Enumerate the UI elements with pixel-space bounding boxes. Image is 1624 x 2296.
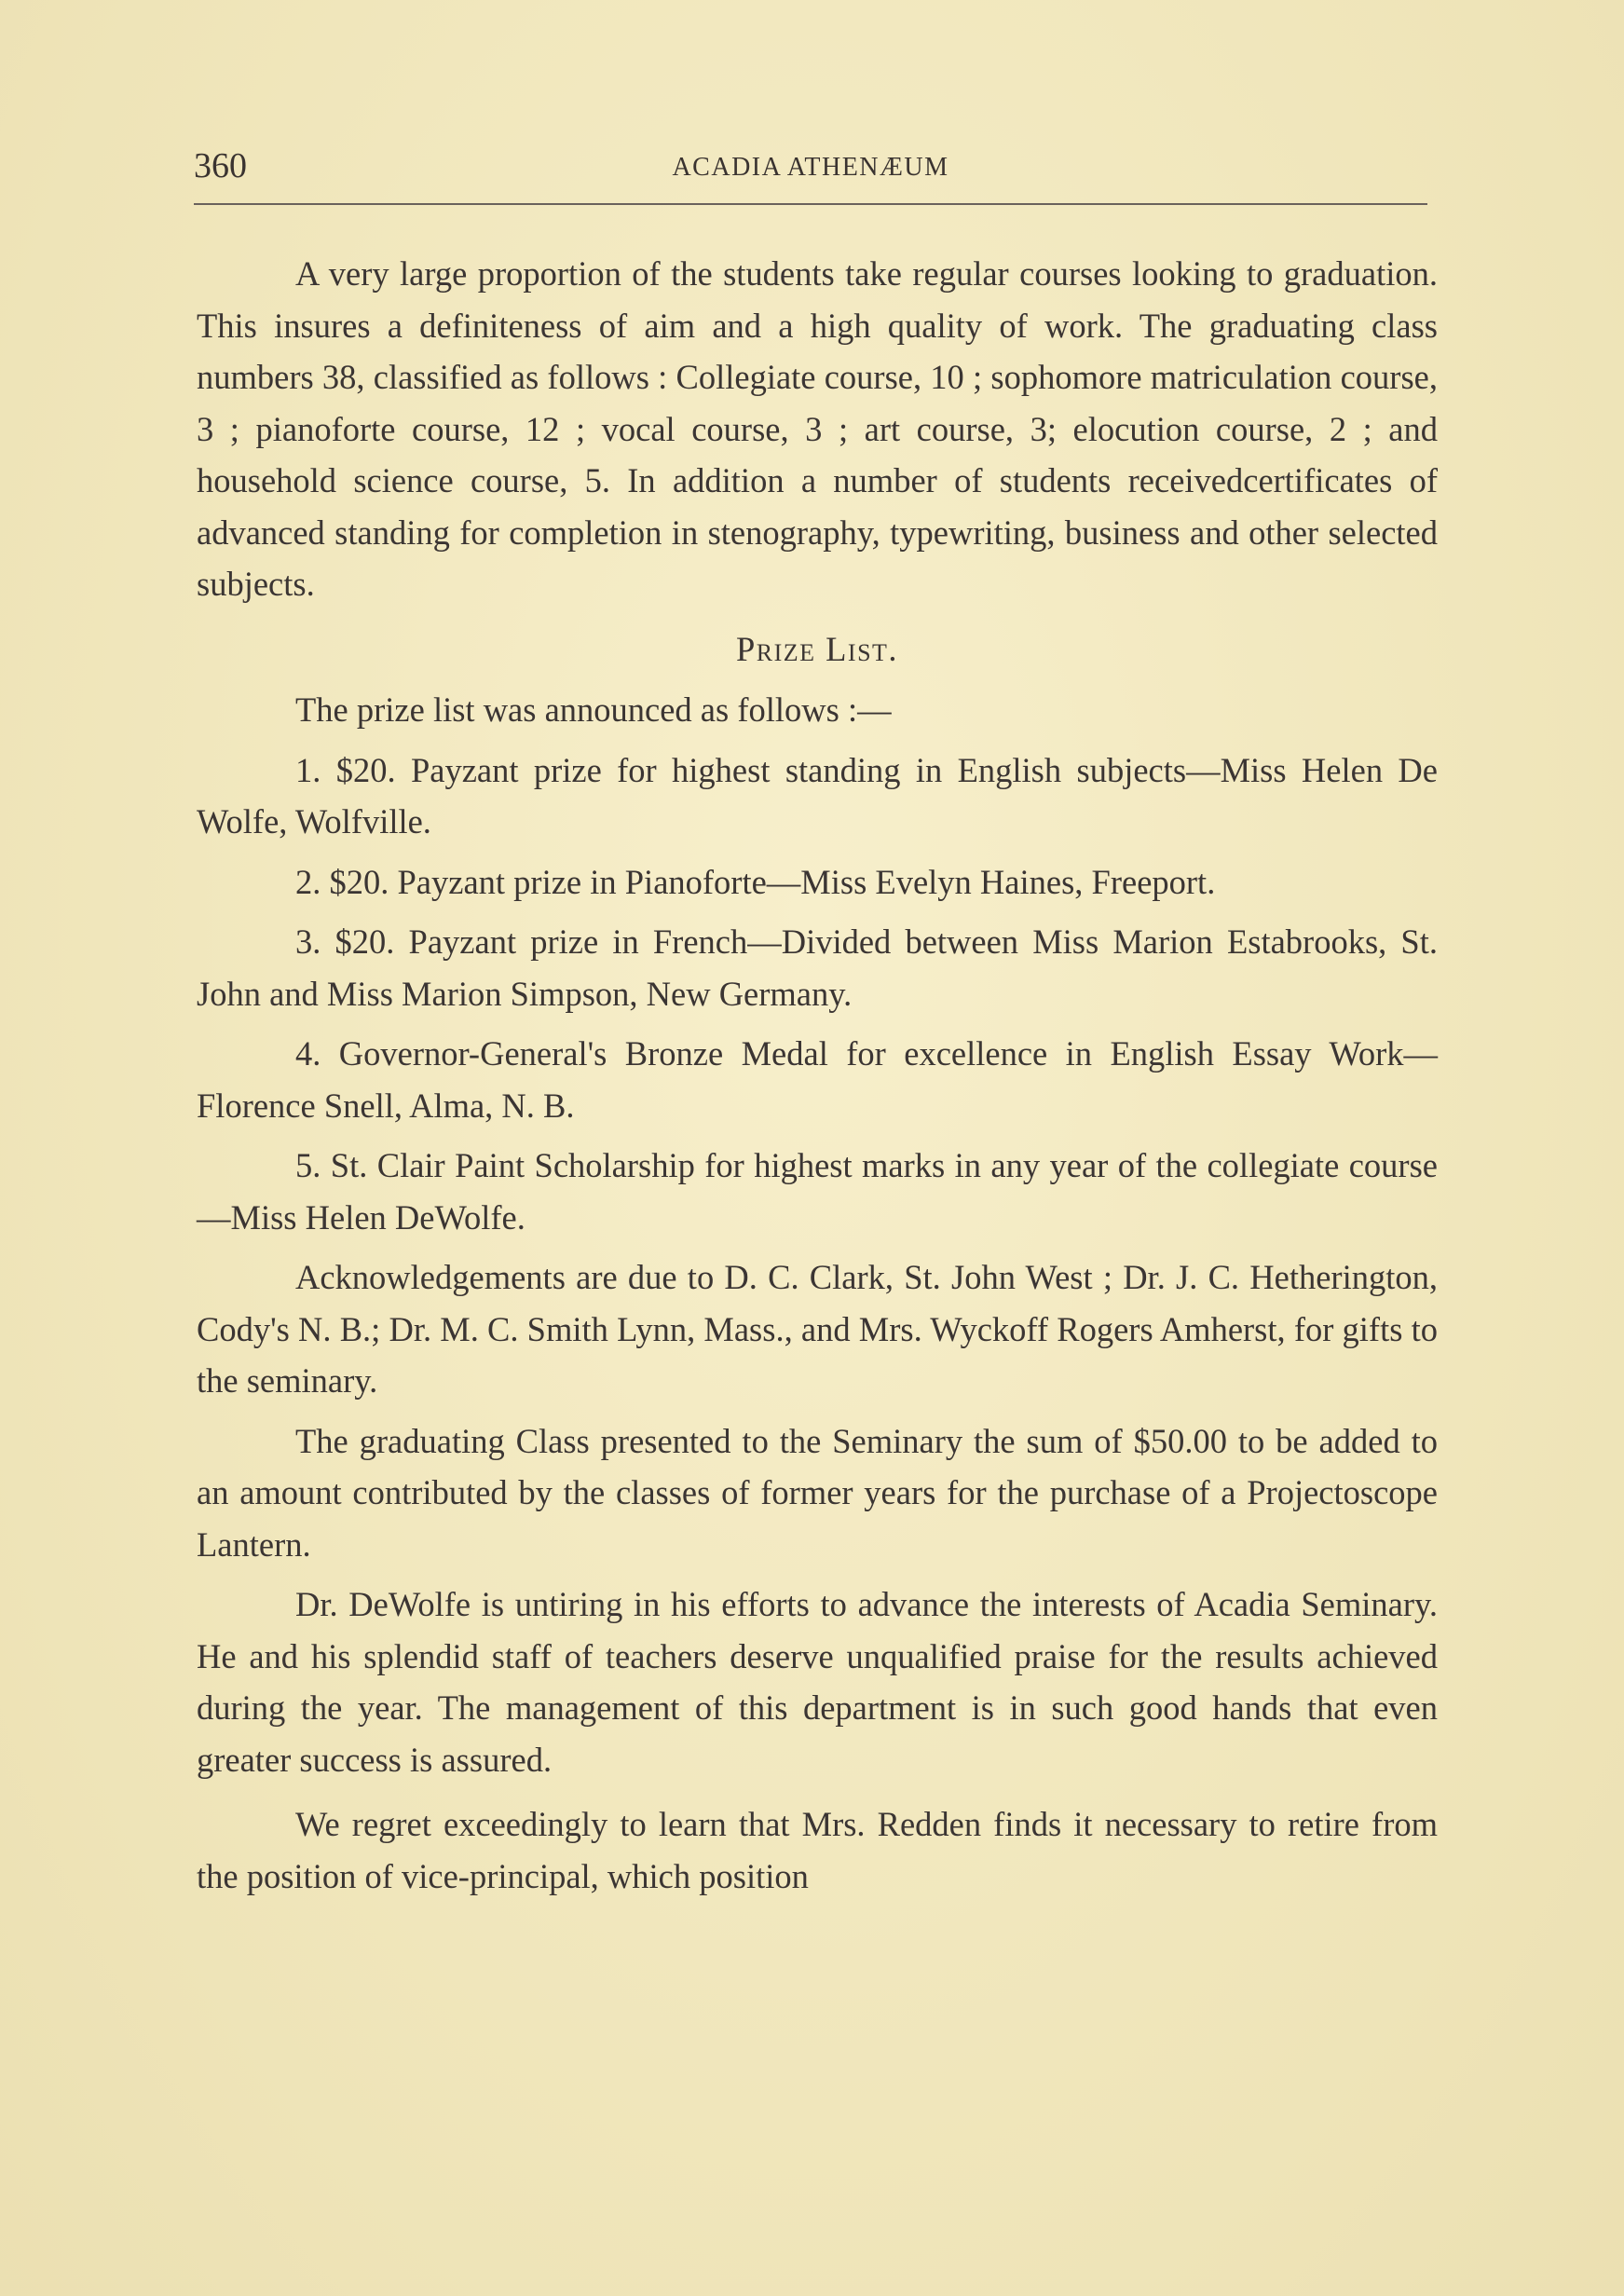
page-header [194, 145, 1427, 201]
prize-item: 5. St. Clair Paint Scholarship for highest marks in any year of the collegiate course—Miss Helen DeWolfe. [197, 1146, 1438, 1237]
page-number: 360 [194, 146, 247, 185]
article-body [197, 248, 1438, 1902]
paragraph-graduation: A very large proportion of the students take regular courses looking to graduation. This insures a definiteness of aim and a high quality of work. The graduating class numbers 38, classified as follows : Collegiate course, 10 ; sophomore matriculation course, 3 ; pianoforte course, 12 ; vocal course, 3 ; art course, 3; elocution course, 2 ; and household science course, 5. In addition a number of students receivedcertificates of advanced standing for completion in stenography, typewriting, business and other selected subjects. [197, 254, 1438, 603]
paragraph-prize-intro: The prize list was announced as follows :— [295, 690, 892, 729]
section-heading: Prize List. [735, 629, 899, 668]
paragraph-redden: We regret exceedingly to learn that Mrs. Redden finds it necessary to retire from the position of vice-principal, which position [197, 1805, 1438, 1895]
paragraph-dewolfe: Dr. DeWolfe is untiring in his efforts to advance the interests of Acadia Seminary. He and his splendid staff of teachers deserve unqualified praise for the results achieved during the year. The management of this department is in such good hands that even greater success is assured. [197, 1585, 1438, 1779]
running-head: ACADIA ATHENÆUM [672, 153, 949, 182]
prize-item: 4. Governor-General's Bronze Medal for excellence in English Essay Work—Florence Snell, Alma, N. B. [197, 1034, 1438, 1125]
prize-item: 2. $20. Payzant prize in Pianoforte—Miss Evelyn Haines, Freeport. [295, 862, 1216, 901]
paragraph-acknowledgements: Acknowledgements are due to D. C. Clark, St. John West ; Dr. J. C. Hetherington, Cody's N. B.; Dr. M. C. Smith Lynn, Mass., and Mrs. Wyckoff Rogers Amherst, for gifts to the seminary. [197, 1258, 1438, 1400]
header-rule [194, 203, 1427, 205]
prize-item: 1. $20. Payzant prize for highest standing in English subjects—Miss Helen De Wolfe, Wolfville. [197, 750, 1438, 840]
paragraph-class-gift: The graduating Class presented to the Seminary the sum of $50.00 to be added to an amount contributed by the classes of former years for the purchase of a Projectoscope Lantern. [197, 1421, 1438, 1564]
prize-item: 3. $20. Payzant prize in French—Divided between Miss Marion Estabrooks, St. John and Miss Marion Simpson, New Germany. [197, 922, 1438, 1013]
